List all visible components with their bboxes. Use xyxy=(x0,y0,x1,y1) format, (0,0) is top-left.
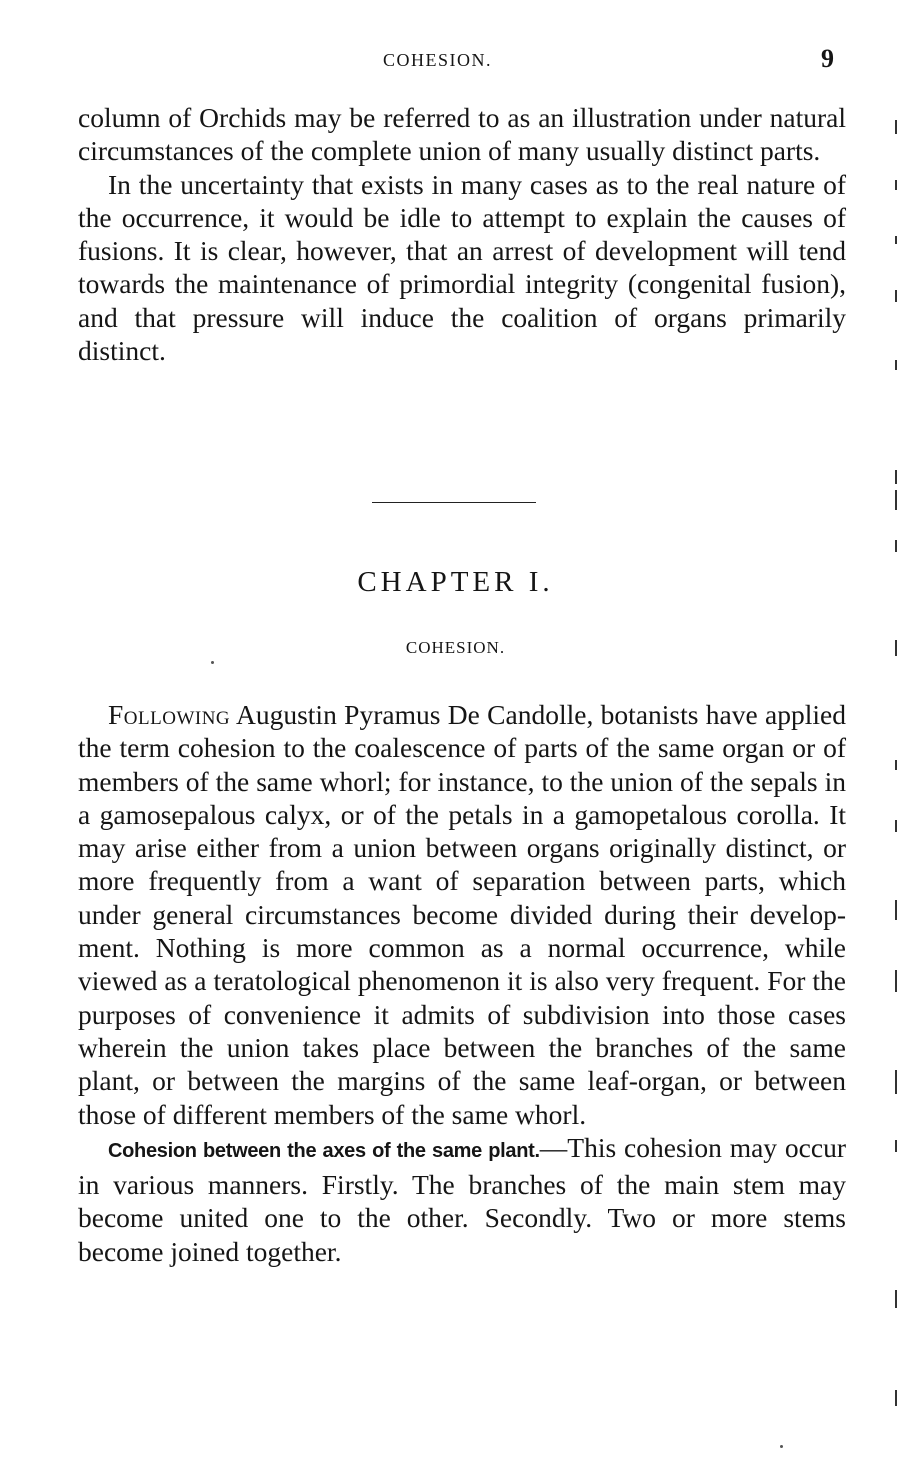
page-edge-marks xyxy=(893,60,899,1460)
chapter-subtitle: COHESION. xyxy=(405,638,506,657)
edge-mark xyxy=(895,1290,897,1308)
edge-mark xyxy=(895,640,897,656)
edge-mark xyxy=(895,470,897,484)
edge-mark xyxy=(895,1390,897,1406)
edge-mark xyxy=(895,760,897,770)
page-number: 9 xyxy=(821,44,834,73)
edge-mark xyxy=(895,540,897,552)
chapter-heading: CHAPTER I. xyxy=(357,566,554,598)
edge-mark xyxy=(895,1140,897,1152)
main-paragraph-1-body: Augustin Pyramus De Candolle, botanists have applied the term cohesion to the coalescence of parts of the same organ or of members of the same whorl; for instance, to the union of the sepals in a gamosepalous calyx, or of the petals in a gamopetalous corolla. It may arise either from a union between organs originally distinct, or more frequently from a want of separation between parts, which under general circumstances become divided during their development. Nothing is more common as a normal occurrence, while viewed as a teratological phenomenon it is also very frequent. For the purposes of convenience it admits of subdivision into those cases wherein the union takes place between the branches of the same plant, or between the margins of the same leaf-organ, or between those of different members of the same whorl. xyxy=(78,699,846,1130)
edge-mark xyxy=(895,360,897,370)
section-divider xyxy=(372,502,536,503)
edge-mark xyxy=(895,900,897,920)
print-speck xyxy=(211,661,214,664)
edge-mark xyxy=(895,970,897,992)
main-text xyxy=(78,698,846,1268)
edge-mark xyxy=(895,180,897,190)
edge-mark xyxy=(895,236,897,244)
intro-paragraph-2: In the uncertainty that exists in many cases as to the real nature of the occurrence, it would be idle to attempt to explain the causes of fusions. It is clear, however, that an arrest of development will tend towards the maintenance of primordial integrity (congenital fusion), and that pressure will induce the coalition of organs primarily distinct. xyxy=(78,168,846,367)
print-speck xyxy=(780,1445,783,1448)
edge-mark xyxy=(895,120,897,134)
main-paragraph-2-body: —This cohesion may occur in various manners. Firstly. The branches of the main stem may become united one to the other. Secondly. Two or more stems become joined together. xyxy=(78,1131,847,1267)
running-title: COHESION. xyxy=(383,50,493,70)
edge-mark xyxy=(895,820,897,832)
edge-mark xyxy=(895,490,897,510)
main-paragraph-1 xyxy=(78,698,846,1131)
intro-paragraph-1: column of Orchids may be referred to as an illustration under natural circumstances of the complete union of many usually distinct parts. xyxy=(78,102,846,167)
edge-mark xyxy=(895,290,897,302)
main-paragraph-2 xyxy=(78,1131,846,1268)
running-head xyxy=(0,44,899,78)
intro-text xyxy=(78,101,846,367)
section-heading: Cohesion between the axes of the same plant. xyxy=(108,1139,540,1162)
edge-mark xyxy=(895,1070,897,1094)
opening-word: Following xyxy=(108,699,231,730)
